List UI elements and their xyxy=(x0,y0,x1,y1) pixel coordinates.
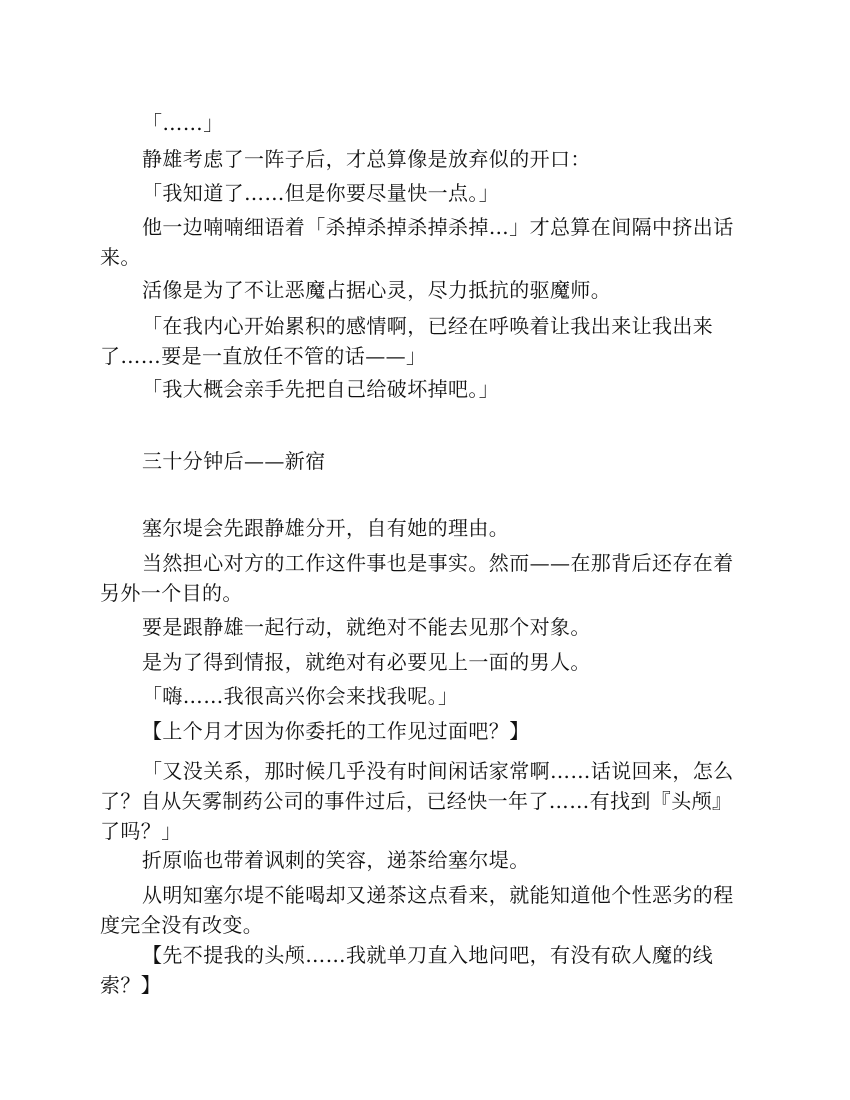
paragraph: 活像是为了不让恶魔占据心灵，尽力抵抗的驱魔师。 xyxy=(142,278,612,302)
paragraph: 「我大概会亲手先把自己给破坏掉吧。」 xyxy=(142,377,500,401)
paragraph: 【先不提我的头颅……我就单刀直入地问吧，有没有砍人魔的线索？】 xyxy=(100,943,714,997)
paragraph: 从明知塞尔堤不能喝却又递茶这点看来，就能知道他个性恶劣的程度完全没有改变。 xyxy=(100,883,734,937)
paragraph: 「在我内心开始累积的感情啊，已经在呼唤着让我出来让我出来了……要是一直放任不管的话——」 xyxy=(100,314,714,368)
paragraph: 「嗨……我很高兴你会来找我呢。」 xyxy=(142,684,459,708)
paragraph: 「……」 xyxy=(142,111,224,135)
paragraph: 要是跟静雄一起行动，就绝对不能去见那个对象。 xyxy=(142,615,591,639)
paragraph: 折原临也带着讽刺的笑容，递茶给塞尔堤。 xyxy=(142,848,530,872)
paragraph: 他一边喃喃细语着「杀掉杀掉杀掉杀掉…」才总算在间隔中挤出话来。 xyxy=(100,215,734,269)
paragraph: 静雄考虑了一阵子后，才总算像是放弃似的开口： xyxy=(142,147,591,171)
section-heading: 三十分钟后——新宿 xyxy=(142,449,326,473)
paragraph: 「我知道了……但是你要尽量快一点。」 xyxy=(142,181,500,205)
paragraph: 是为了得到情报，就绝对有必要见上一面的男人。 xyxy=(142,650,591,674)
paragraph: 塞尔堤会先跟静雄分开，自有她的理由。 xyxy=(142,516,510,540)
paragraph: 「又没关系，那时候几乎没有时间闲话家常啊……话说回来，怎么了？自从矢雾制药公司的事件过后，已经快一年了……有找到『头颅』了吗？」 xyxy=(100,759,734,843)
paragraph: 【上个月才因为你委托的工作见过面吧？】 xyxy=(142,719,530,743)
paragraph: 当然担心对方的工作这件事也是事实。然而——在那背后还存在着另外一个目的。 xyxy=(100,551,734,605)
